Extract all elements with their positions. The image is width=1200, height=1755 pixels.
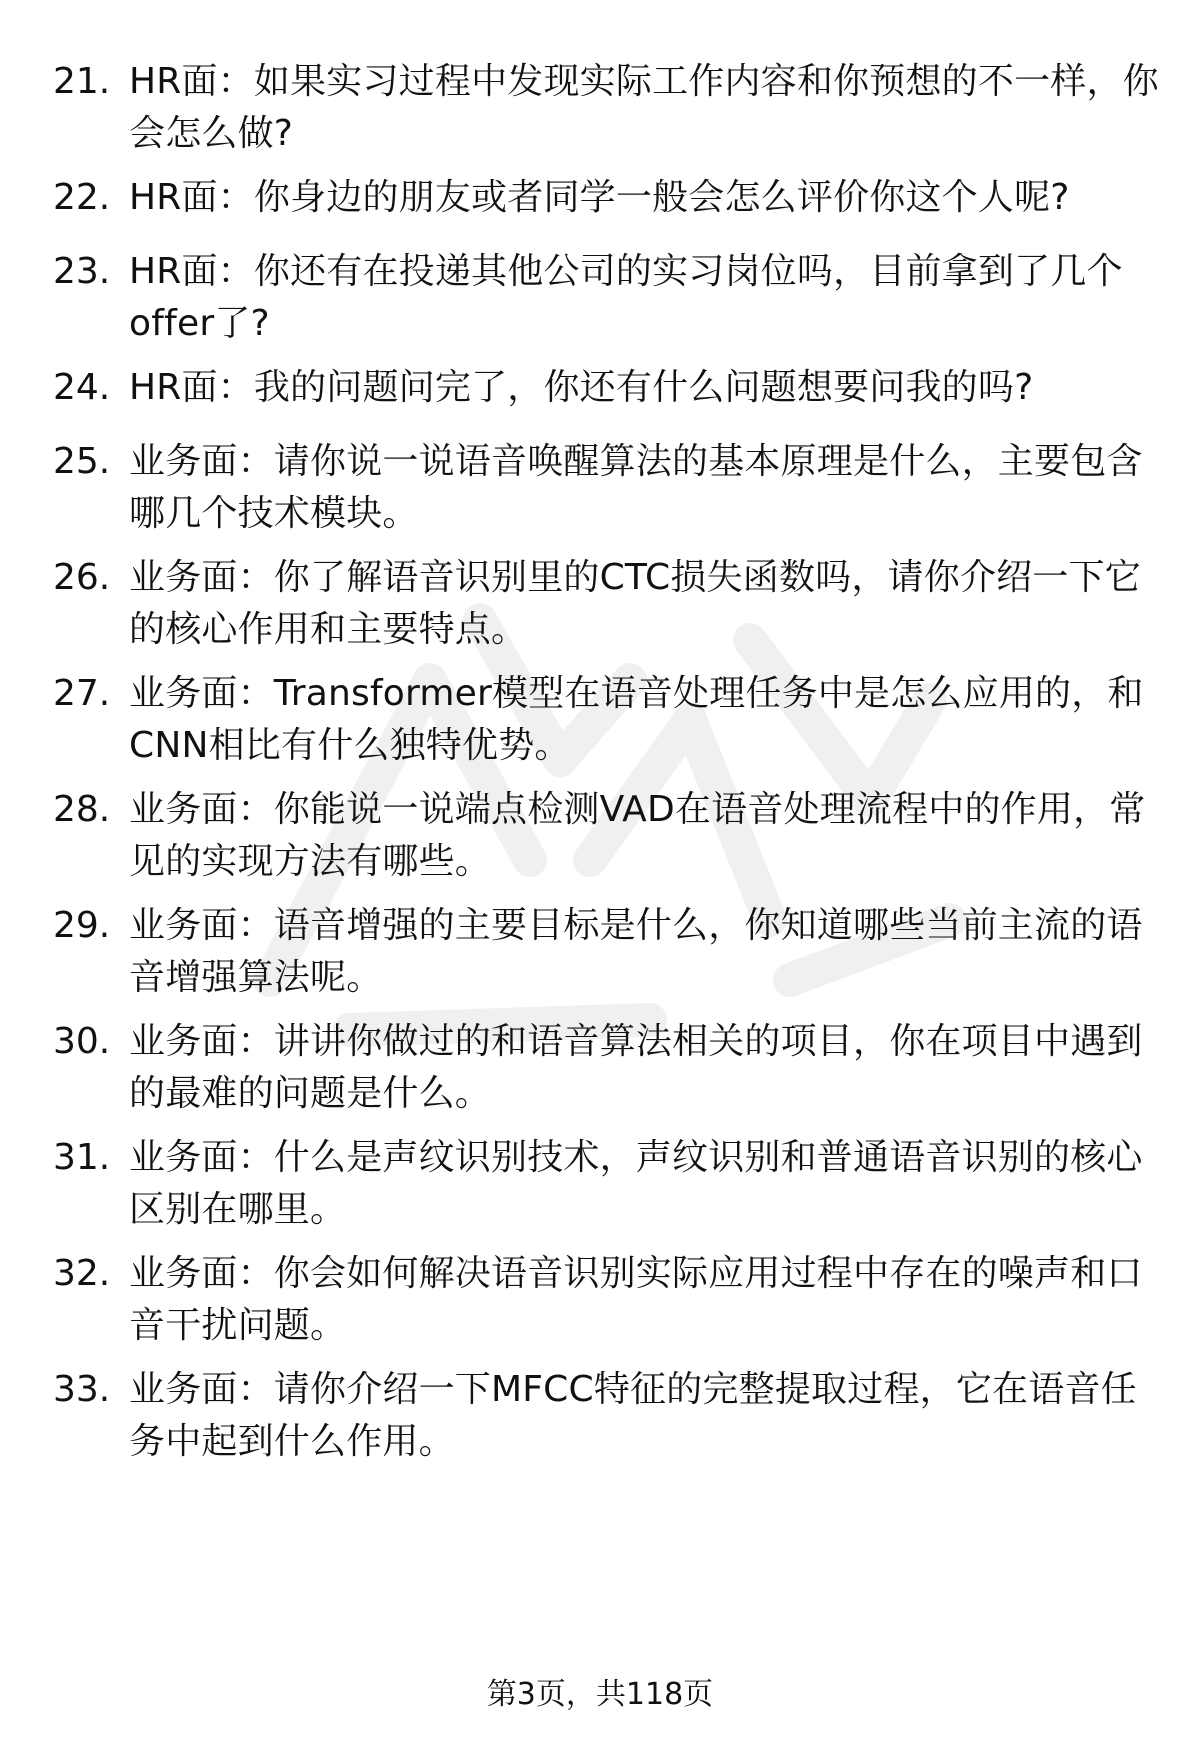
question-text: HR面：你还有在投递其他公司的实习岗位吗，目前拿到了几个offer了? [129,251,1123,344]
question-text: 业务面：你了解语音识别里的CTC损失函数吗，请你介绍一下它的核心作用和主要特点。 [129,557,1141,650]
question-text: 业务面：你能说一说端点检测VAD在语音处理流程中的作用，常见的实现方法有哪些。 [129,789,1146,882]
page-footer: 第3页，共118页 [486,1677,714,1712]
question-number: 31. [53,1137,111,1178]
question-text: 业务面：你会如何解决语音识别实际应用过程中存在的噪声和口音干扰问题。 [129,1253,1143,1346]
question-text: 业务面：语音增强的主要目标是什么，你知道哪些当前主流的语音增强算法呢。 [129,905,1143,998]
question-text: HR面：如果实习过程中发现实际工作内容和你预想的不一样，你会怎么做? [129,61,1159,154]
question-text: HR面：我的问题问完了，你还有什么问题想要问我的吗? [129,367,1034,408]
question-number: 29. [53,905,111,946]
question-text: 业务面：请你说一说语音唤醒算法的基本原理是什么，主要包含哪几个技术模块。 [129,441,1143,534]
question-text: 业务面：讲讲你做过的和语音算法相关的项目，你在项目中遇到的最难的问题是什么。 [129,1021,1143,1114]
question-number: 21. [53,61,111,102]
question-number: 25. [53,441,111,482]
question-number: 28. [53,789,111,830]
question-number: 32. [53,1253,111,1294]
question-number: 30. [53,1021,111,1062]
question-text: 业务面：Transformer模型在语音处理任务中是怎么应用的，和CNN相比有什么独特优势。 [129,673,1144,766]
question-text: 业务面：请你介绍一下MFCC特征的完整提取过程，它在语音任务中起到什么作用。 [129,1369,1137,1462]
question-text: 业务面：什么是声纹识别技术，声纹识别和普通语音识别的核心区别在哪里。 [129,1137,1143,1230]
question-number: 24. [53,367,111,408]
question-number: 27. [53,673,111,714]
question-number: 26. [53,557,111,598]
question-number: 33. [53,1369,111,1410]
question-text: HR面：你身边的朋友或者同学一般会怎么评价你这个人呢? [129,177,1070,218]
question-number: 22. [53,177,111,218]
question-number: 23. [53,251,111,292]
